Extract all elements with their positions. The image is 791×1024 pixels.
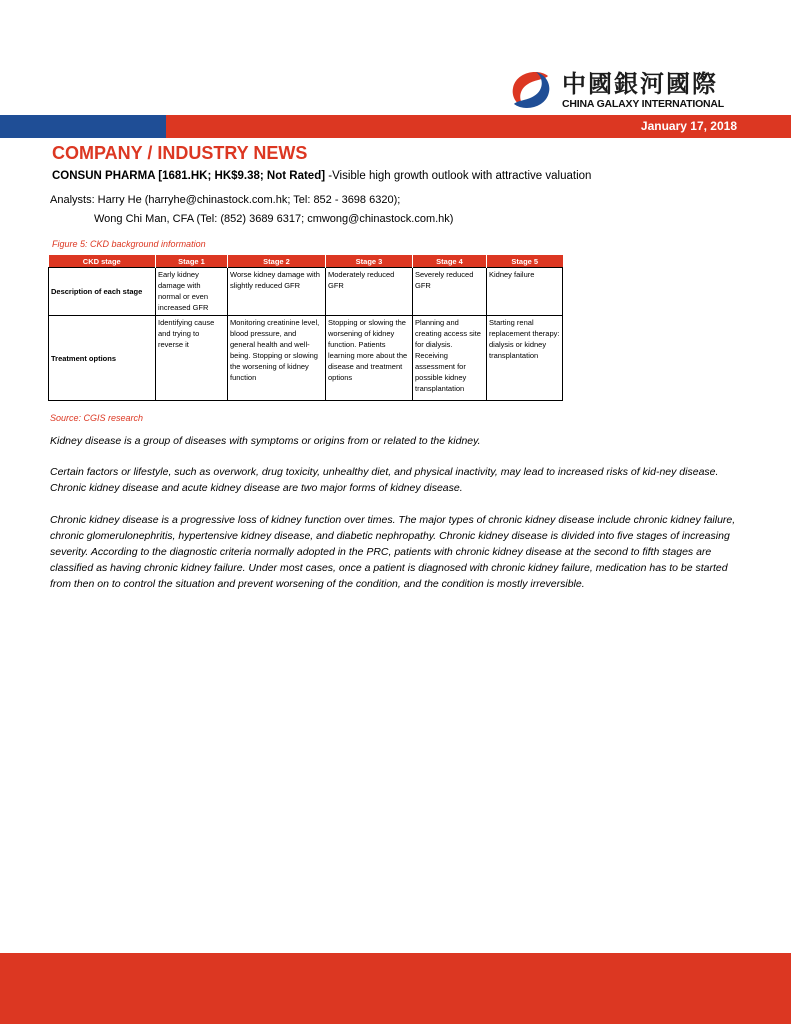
footer-band xyxy=(0,953,791,1024)
table-cell: Kidney failure xyxy=(487,268,563,316)
table-row xyxy=(49,268,563,316)
row-label: Treatment options xyxy=(49,316,156,401)
headline xyxy=(52,169,591,183)
table-cell: Worse kidney damage with slightly reduced GFR xyxy=(228,268,326,316)
figure-source: Source: CGIS research xyxy=(50,413,144,423)
table-header-row xyxy=(49,255,563,268)
body-paragraph-1: Kidney disease is a group of diseases with symptoms or origins from or related to the kidney. xyxy=(50,435,481,447)
table-row xyxy=(49,316,563,401)
table-header: CKD stage xyxy=(49,255,156,268)
headline-summary: -Visible high growth outlook with attractive valuation xyxy=(325,170,592,182)
logo-english-name: CHINA GALAXY INTERNATIONAL xyxy=(562,98,725,110)
galaxy-swirl-icon xyxy=(508,70,554,110)
table-header: Stage 5 xyxy=(487,255,563,268)
table-cell: Severely reduced GFR xyxy=(413,268,487,316)
table-cell: Monitoring creatinine level, blood pressure, and general health and well-being. Stopping or slowing the worsening of kidney function xyxy=(228,316,326,401)
headline-company: CONSUN PHARMA [1681.HK; HK$9.38; Not Rated] xyxy=(52,170,326,182)
analyst-line-1: Analysts: Harry He (harryhe@chinastock.com.hk; Tel: 852 - 3698 6320); xyxy=(50,194,401,206)
table-header: Stage 4 xyxy=(413,255,487,268)
logo-chinese-name: 中國銀河國際 xyxy=(562,70,718,98)
analyst-line-2: Wong Chi Man, CFA (Tel: (852) 3689 6317; cmwong@chinastock.com.hk) xyxy=(94,213,454,225)
table-cell: Stopping or slowing the worsening of kidney function. Patients learning more about the disease and treatment options xyxy=(326,316,413,401)
header-band-blue xyxy=(0,115,166,138)
ckd-table xyxy=(48,255,563,401)
body-paragraph-2: Certain factors or lifestyle, such as overwork, drug toxicity, unhealthy diet, and physical inactivity, may lead to increased risks of kid-ney disease. Chronic kidney disease and acute kidney disease are two major forms of kidney disease. xyxy=(50,466,719,494)
report-date: January 17, 2018 xyxy=(640,119,737,133)
table-header: Stage 2 xyxy=(228,255,326,268)
table-cell: Moderately reduced GFR xyxy=(326,268,413,316)
section-title: COMPANY / INDUSTRY NEWS xyxy=(52,143,308,163)
table-cell: Early kidney damage with normal or even increased GFR xyxy=(156,268,228,316)
table-header: Stage 3 xyxy=(326,255,413,268)
table-header: Stage 1 xyxy=(156,255,228,268)
body-paragraph-3: Chronic kidney disease is a progressive loss of kidney function over times. The major types of chronic kidney disease include chronic kidney failure, chronic glomerulonephritis, hypertensive kidney disease, and diabetic nephropathy. Chronic kidney disease is divided into five stages of increasing severity. According to the diagnostic criteria normally adopted in the PRC, patients with chronic kidney disease at the second to fifth stages are classified as having chronic kidney failure. Under most cases, once a patient is diagnosed with chronic kidney failure, medication has to be started from then on to control the situation and prevent worsening of the condition, and the condition is mostly irreversible. xyxy=(50,514,736,590)
table-cell: Starting renal replacement therapy: dialysis or kidney transplantation xyxy=(487,316,563,401)
figure-caption: Figure 5: CKD background information xyxy=(52,239,206,249)
table-cell: Planning and creating access site for dialysis. Receiving assessment for possible kidney transplantation xyxy=(413,316,487,401)
company-logo xyxy=(508,70,740,114)
row-label: Description of each stage xyxy=(49,268,156,316)
table-cell: Identifying cause and trying to reverse it xyxy=(156,316,228,401)
